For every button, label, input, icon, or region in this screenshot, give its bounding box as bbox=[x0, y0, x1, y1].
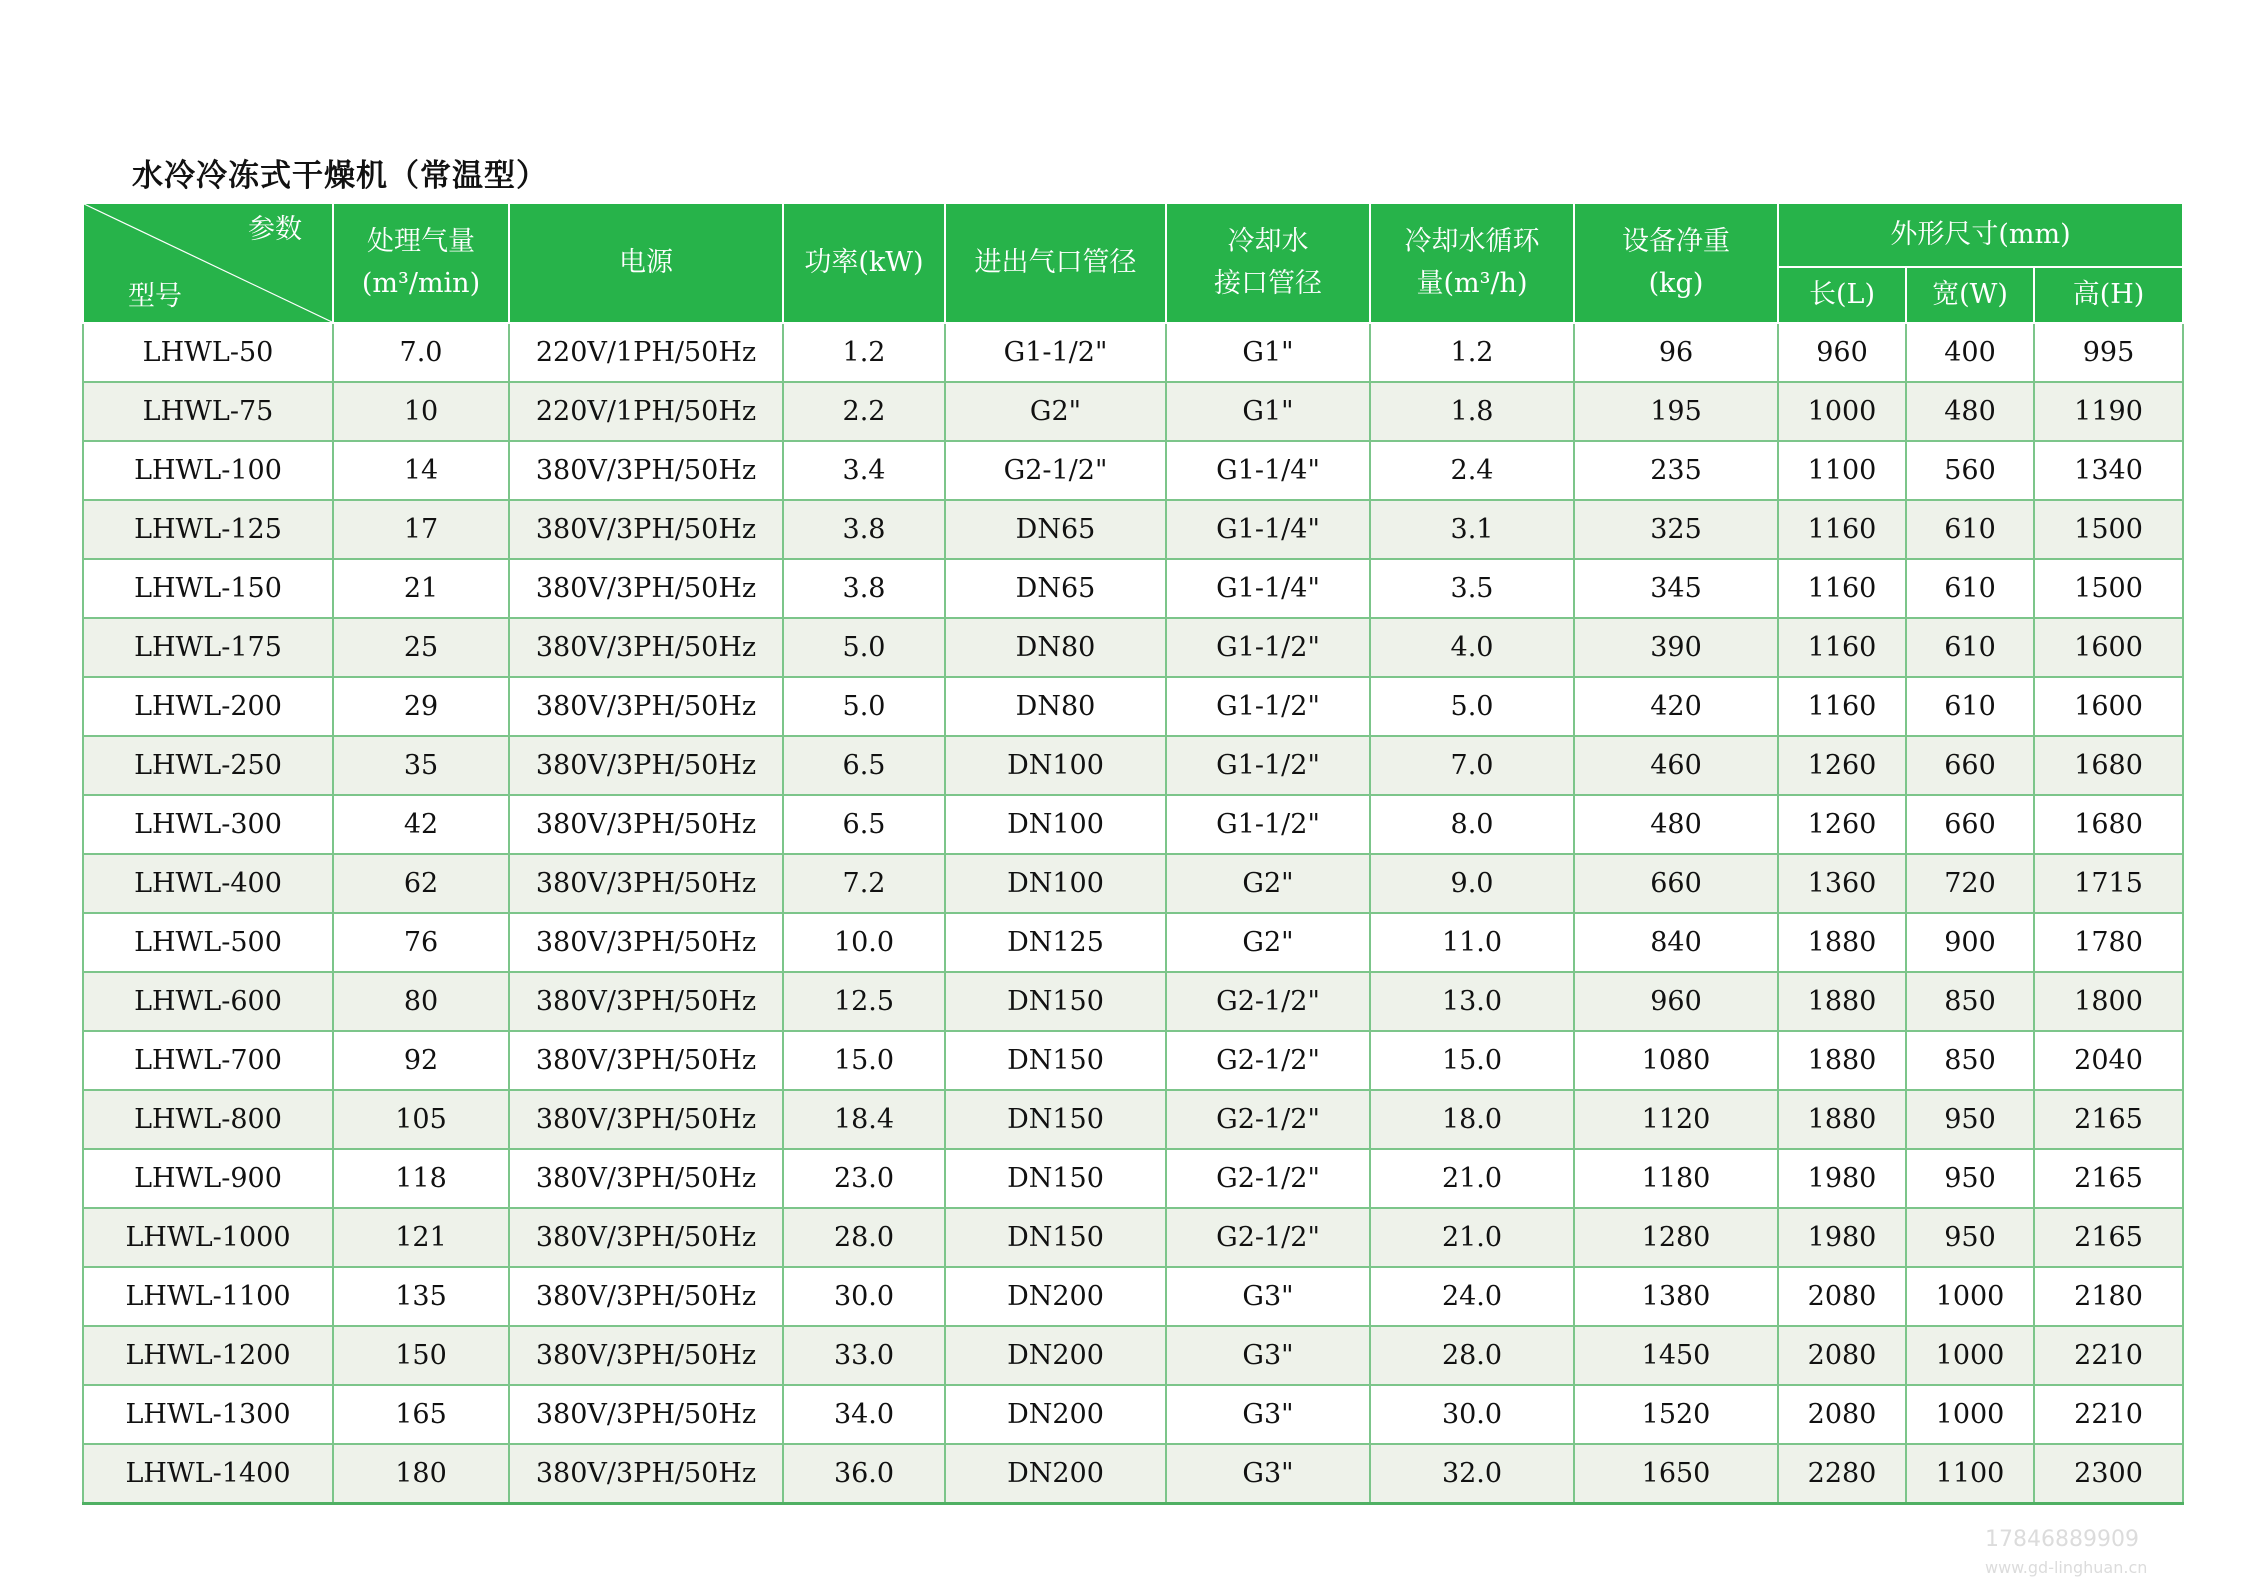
cell-width: 950 bbox=[1906, 1149, 2034, 1208]
cell-power-supply: 380V/3PH/50Hz bbox=[509, 559, 783, 618]
table-row bbox=[83, 1444, 2183, 1504]
cell-flow: 180 bbox=[333, 1444, 509, 1504]
cell-height: 2210 bbox=[2034, 1326, 2183, 1385]
cell-water-flow: 15.0 bbox=[1370, 1031, 1574, 1090]
cell-width: 1000 bbox=[1906, 1385, 2034, 1444]
cell-air-pipe: DN150 bbox=[945, 972, 1166, 1031]
cell-width: 560 bbox=[1906, 441, 2034, 500]
cell-weight: 345 bbox=[1574, 559, 1778, 618]
cell-width: 610 bbox=[1906, 500, 2034, 559]
header-flow: 处理气量 (m³/min) bbox=[333, 203, 509, 323]
cell-width: 900 bbox=[1906, 913, 2034, 972]
cell-model: LHWL-50 bbox=[83, 323, 333, 382]
cell-height: 1190 bbox=[2034, 382, 2183, 441]
cell-water-flow: 1.8 bbox=[1370, 382, 1574, 441]
cell-model: LHWL-125 bbox=[83, 500, 333, 559]
cell-height: 1340 bbox=[2034, 441, 2183, 500]
cell-air-pipe: DN100 bbox=[945, 736, 1166, 795]
cell-air-pipe: DN80 bbox=[945, 677, 1166, 736]
cell-air-pipe: DN80 bbox=[945, 618, 1166, 677]
table-row bbox=[83, 618, 2183, 677]
cell-height: 1600 bbox=[2034, 677, 2183, 736]
cell-length: 1160 bbox=[1778, 500, 1906, 559]
cell-height: 1680 bbox=[2034, 795, 2183, 854]
cell-length: 1100 bbox=[1778, 441, 1906, 500]
cell-weight: 1080 bbox=[1574, 1031, 1778, 1090]
cell-power: 5.0 bbox=[783, 677, 945, 736]
cell-water-pipe: G1" bbox=[1166, 382, 1370, 441]
cell-power-supply: 380V/3PH/50Hz bbox=[509, 1149, 783, 1208]
cell-height: 2165 bbox=[2034, 1149, 2183, 1208]
cell-water-pipe: G1-1/4" bbox=[1166, 559, 1370, 618]
cell-width: 850 bbox=[1906, 972, 2034, 1031]
cell-model: LHWL-1000 bbox=[83, 1208, 333, 1267]
header-params: 参数 bbox=[248, 214, 302, 245]
cell-power-supply: 220V/1PH/50Hz bbox=[509, 323, 783, 382]
cell-power-supply: 220V/1PH/50Hz bbox=[509, 382, 783, 441]
cell-width: 850 bbox=[1906, 1031, 2034, 1090]
table-row bbox=[83, 854, 2183, 913]
cell-water-flow: 13.0 bbox=[1370, 972, 1574, 1031]
cell-power: 33.0 bbox=[783, 1326, 945, 1385]
cell-power: 15.0 bbox=[783, 1031, 945, 1090]
table-row bbox=[83, 972, 2183, 1031]
cell-model: LHWL-1100 bbox=[83, 1267, 333, 1326]
cell-length: 2080 bbox=[1778, 1267, 1906, 1326]
cell-width: 660 bbox=[1906, 736, 2034, 795]
cell-water-flow: 8.0 bbox=[1370, 795, 1574, 854]
cell-power: 1.2 bbox=[783, 323, 945, 382]
cell-model: LHWL-1200 bbox=[83, 1326, 333, 1385]
cell-weight: 1650 bbox=[1574, 1444, 1778, 1504]
cell-air-pipe: DN150 bbox=[945, 1149, 1166, 1208]
header-water-pipe: 冷却水 接口管径 bbox=[1166, 203, 1370, 323]
cell-weight: 460 bbox=[1574, 736, 1778, 795]
cell-water-flow: 9.0 bbox=[1370, 854, 1574, 913]
cell-height: 1680 bbox=[2034, 736, 2183, 795]
cell-flow: 17 bbox=[333, 500, 509, 559]
cell-power-supply: 380V/3PH/50Hz bbox=[509, 913, 783, 972]
cell-height: 1780 bbox=[2034, 913, 2183, 972]
cell-model: LHWL-1400 bbox=[83, 1444, 333, 1504]
cell-length: 1880 bbox=[1778, 913, 1906, 972]
cell-weight: 325 bbox=[1574, 500, 1778, 559]
cell-weight: 195 bbox=[1574, 382, 1778, 441]
cell-water-flow: 7.0 bbox=[1370, 736, 1574, 795]
cell-water-pipe: G1-1/4" bbox=[1166, 500, 1370, 559]
cell-weight: 840 bbox=[1574, 913, 1778, 972]
watermark bbox=[1985, 1526, 2147, 1582]
cell-width: 660 bbox=[1906, 795, 2034, 854]
cell-water-flow: 24.0 bbox=[1370, 1267, 1574, 1326]
cell-water-pipe: G2" bbox=[1166, 913, 1370, 972]
document-title: 水冷冷冻式干燥机（常温型） bbox=[132, 158, 548, 194]
table-header bbox=[83, 203, 2183, 323]
cell-width: 480 bbox=[1906, 382, 2034, 441]
cell-power: 34.0 bbox=[783, 1385, 945, 1444]
cell-weight: 235 bbox=[1574, 441, 1778, 500]
cell-length: 1260 bbox=[1778, 795, 1906, 854]
table-row bbox=[83, 1326, 2183, 1385]
cell-weight: 480 bbox=[1574, 795, 1778, 854]
cell-weight: 960 bbox=[1574, 972, 1778, 1031]
watermark-phone: 17846889909 bbox=[1985, 1527, 2139, 1552]
cell-power: 36.0 bbox=[783, 1444, 945, 1504]
cell-air-pipe: G2" bbox=[945, 382, 1166, 441]
cell-water-pipe: G2-1/2" bbox=[1166, 1031, 1370, 1090]
cell-water-flow: 1.2 bbox=[1370, 323, 1574, 382]
cell-water-pipe: G3" bbox=[1166, 1385, 1370, 1444]
cell-height: 2165 bbox=[2034, 1090, 2183, 1149]
cell-length: 1260 bbox=[1778, 736, 1906, 795]
table-row bbox=[83, 1031, 2183, 1090]
cell-water-pipe: G2-1/2" bbox=[1166, 972, 1370, 1031]
cell-air-pipe: DN150 bbox=[945, 1090, 1166, 1149]
cell-flow: 25 bbox=[333, 618, 509, 677]
cell-flow: 21 bbox=[333, 559, 509, 618]
cell-water-flow: 4.0 bbox=[1370, 618, 1574, 677]
cell-weight: 1280 bbox=[1574, 1208, 1778, 1267]
table-row bbox=[83, 1267, 2183, 1326]
cell-length: 1160 bbox=[1778, 618, 1906, 677]
cell-power-supply: 380V/3PH/50Hz bbox=[509, 1208, 783, 1267]
cell-height: 1600 bbox=[2034, 618, 2183, 677]
cell-length: 1880 bbox=[1778, 1031, 1906, 1090]
cell-air-pipe: DN100 bbox=[945, 854, 1166, 913]
table-row bbox=[83, 559, 2183, 618]
cell-power: 30.0 bbox=[783, 1267, 945, 1326]
cell-water-pipe: G2" bbox=[1166, 854, 1370, 913]
cell-power-supply: 380V/3PH/50Hz bbox=[509, 1090, 783, 1149]
cell-model: LHWL-250 bbox=[83, 736, 333, 795]
header-power-supply: 电源 bbox=[509, 203, 783, 323]
cell-height: 1715 bbox=[2034, 854, 2183, 913]
cell-power: 6.5 bbox=[783, 795, 945, 854]
cell-weight: 1180 bbox=[1574, 1149, 1778, 1208]
cell-water-pipe: G3" bbox=[1166, 1326, 1370, 1385]
cell-water-pipe: G3" bbox=[1166, 1267, 1370, 1326]
table-row bbox=[83, 500, 2183, 559]
table-row bbox=[83, 382, 2183, 441]
cell-power-supply: 380V/3PH/50Hz bbox=[509, 795, 783, 854]
cell-width: 400 bbox=[1906, 323, 2034, 382]
cell-height: 2210 bbox=[2034, 1385, 2183, 1444]
cell-height: 2165 bbox=[2034, 1208, 2183, 1267]
cell-power-supply: 380V/3PH/50Hz bbox=[509, 1267, 783, 1326]
cell-water-flow: 11.0 bbox=[1370, 913, 1574, 972]
cell-weight: 660 bbox=[1574, 854, 1778, 913]
table-row bbox=[83, 913, 2183, 972]
cell-power: 10.0 bbox=[783, 913, 945, 972]
cell-flow: 121 bbox=[333, 1208, 509, 1267]
cell-air-pipe: DN65 bbox=[945, 500, 1166, 559]
cell-width: 950 bbox=[1906, 1208, 2034, 1267]
cell-weight: 96 bbox=[1574, 323, 1778, 382]
table-row bbox=[83, 677, 2183, 736]
header-water-flow: 冷却水循环 量(m³/h) bbox=[1370, 203, 1574, 323]
cell-model: LHWL-900 bbox=[83, 1149, 333, 1208]
cell-model: LHWL-175 bbox=[83, 618, 333, 677]
cell-water-flow: 30.0 bbox=[1370, 1385, 1574, 1444]
cell-air-pipe: DN125 bbox=[945, 913, 1166, 972]
cell-water-flow: 2.4 bbox=[1370, 441, 1574, 500]
cell-water-pipe: G1-1/4" bbox=[1166, 441, 1370, 500]
cell-flow: 135 bbox=[333, 1267, 509, 1326]
cell-weight: 1380 bbox=[1574, 1267, 1778, 1326]
cell-flow: 35 bbox=[333, 736, 509, 795]
cell-flow: 14 bbox=[333, 441, 509, 500]
cell-water-pipe: G1-1/2" bbox=[1166, 677, 1370, 736]
diagonal-header-cell bbox=[83, 203, 333, 323]
cell-model: LHWL-75 bbox=[83, 382, 333, 441]
table-row bbox=[83, 795, 2183, 854]
cell-power: 5.0 bbox=[783, 618, 945, 677]
header-dimensions: 外形尺寸(mm) bbox=[1778, 203, 2183, 267]
cell-water-flow: 3.5 bbox=[1370, 559, 1574, 618]
cell-weight: 390 bbox=[1574, 618, 1778, 677]
cell-water-flow: 3.1 bbox=[1370, 500, 1574, 559]
cell-flow: 76 bbox=[333, 913, 509, 972]
cell-power: 3.8 bbox=[783, 500, 945, 559]
table-row bbox=[83, 736, 2183, 795]
cell-water-pipe: G2-1/2" bbox=[1166, 1090, 1370, 1149]
cell-water-flow: 18.0 bbox=[1370, 1090, 1574, 1149]
cell-water-pipe: G2-1/2" bbox=[1166, 1208, 1370, 1267]
table-row bbox=[83, 1149, 2183, 1208]
cell-height: 2300 bbox=[2034, 1444, 2183, 1504]
cell-model: LHWL-700 bbox=[83, 1031, 333, 1090]
cell-flow: 105 bbox=[333, 1090, 509, 1149]
cell-width: 610 bbox=[1906, 677, 2034, 736]
table-row bbox=[83, 1385, 2183, 1444]
cell-air-pipe: DN100 bbox=[945, 795, 1166, 854]
header-model: 型号 bbox=[128, 281, 182, 312]
cell-power: 23.0 bbox=[783, 1149, 945, 1208]
table-body bbox=[83, 323, 2183, 1504]
cell-air-pipe: G2-1/2" bbox=[945, 441, 1166, 500]
cell-air-pipe: DN200 bbox=[945, 1326, 1166, 1385]
cell-length: 2080 bbox=[1778, 1326, 1906, 1385]
header-length: 长(L) bbox=[1778, 267, 1906, 323]
cell-model: LHWL-600 bbox=[83, 972, 333, 1031]
cell-air-pipe: DN200 bbox=[945, 1385, 1166, 1444]
cell-weight: 420 bbox=[1574, 677, 1778, 736]
cell-water-pipe: G3" bbox=[1166, 1444, 1370, 1504]
cell-weight: 1450 bbox=[1574, 1326, 1778, 1385]
cell-air-pipe: G1-1/2" bbox=[945, 323, 1166, 382]
cell-length: 1000 bbox=[1778, 382, 1906, 441]
cell-width: 950 bbox=[1906, 1090, 2034, 1149]
cell-power: 12.5 bbox=[783, 972, 945, 1031]
watermark-url: www.gd-linghuan.cn bbox=[1985, 1558, 2148, 1577]
cell-power-supply: 380V/3PH/50Hz bbox=[509, 972, 783, 1031]
cell-water-flow: 5.0 bbox=[1370, 677, 1574, 736]
cell-power: 18.4 bbox=[783, 1090, 945, 1149]
cell-flow: 118 bbox=[333, 1149, 509, 1208]
cell-power-supply: 380V/3PH/50Hz bbox=[509, 1326, 783, 1385]
table-row bbox=[83, 323, 2183, 382]
cell-power-supply: 380V/3PH/50Hz bbox=[509, 441, 783, 500]
cell-power-supply: 380V/3PH/50Hz bbox=[509, 1031, 783, 1090]
cell-water-pipe: G1" bbox=[1166, 323, 1370, 382]
cell-model: LHWL-200 bbox=[83, 677, 333, 736]
cell-power-supply: 380V/3PH/50Hz bbox=[509, 618, 783, 677]
cell-model: LHWL-800 bbox=[83, 1090, 333, 1149]
cell-power-supply: 380V/3PH/50Hz bbox=[509, 854, 783, 913]
cell-length: 2080 bbox=[1778, 1385, 1906, 1444]
cell-flow: 150 bbox=[333, 1326, 509, 1385]
cell-flow: 29 bbox=[333, 677, 509, 736]
cell-width: 720 bbox=[1906, 854, 2034, 913]
cell-power: 6.5 bbox=[783, 736, 945, 795]
cell-water-pipe: G1-1/2" bbox=[1166, 618, 1370, 677]
cell-air-pipe: DN65 bbox=[945, 559, 1166, 618]
cell-model: LHWL-100 bbox=[83, 441, 333, 500]
cell-width: 1000 bbox=[1906, 1326, 2034, 1385]
cell-weight: 1120 bbox=[1574, 1090, 1778, 1149]
cell-height: 995 bbox=[2034, 323, 2183, 382]
cell-power-supply: 380V/3PH/50Hz bbox=[509, 736, 783, 795]
table-row bbox=[83, 1208, 2183, 1267]
cell-length: 1160 bbox=[1778, 559, 1906, 618]
cell-power-supply: 380V/3PH/50Hz bbox=[509, 1444, 783, 1504]
cell-length: 1980 bbox=[1778, 1208, 1906, 1267]
cell-height: 2040 bbox=[2034, 1031, 2183, 1090]
cell-flow: 42 bbox=[333, 795, 509, 854]
cell-model: LHWL-400 bbox=[83, 854, 333, 913]
cell-height: 1500 bbox=[2034, 559, 2183, 618]
cell-height: 2180 bbox=[2034, 1267, 2183, 1326]
cell-model: LHWL-300 bbox=[83, 795, 333, 854]
cell-water-pipe: G2-1/2" bbox=[1166, 1149, 1370, 1208]
cell-power-supply: 380V/3PH/50Hz bbox=[509, 500, 783, 559]
cell-width: 1000 bbox=[1906, 1267, 2034, 1326]
header-width: 宽(W) bbox=[1906, 267, 2034, 323]
cell-model: LHWL-1300 bbox=[83, 1385, 333, 1444]
cell-model: LHWL-150 bbox=[83, 559, 333, 618]
cell-length: 1360 bbox=[1778, 854, 1906, 913]
cell-air-pipe: DN150 bbox=[945, 1031, 1166, 1090]
table-row bbox=[83, 441, 2183, 500]
cell-air-pipe: DN200 bbox=[945, 1444, 1166, 1504]
cell-flow: 62 bbox=[333, 854, 509, 913]
header-weight: 设备净重 (kg) bbox=[1574, 203, 1778, 323]
cell-width: 1100 bbox=[1906, 1444, 2034, 1504]
cell-flow: 92 bbox=[333, 1031, 509, 1090]
cell-power: 3.4 bbox=[783, 441, 945, 500]
cell-water-flow: 32.0 bbox=[1370, 1444, 1574, 1504]
cell-length: 1160 bbox=[1778, 677, 1906, 736]
cell-width: 610 bbox=[1906, 559, 2034, 618]
cell-water-pipe: G1-1/2" bbox=[1166, 795, 1370, 854]
cell-power: 3.8 bbox=[783, 559, 945, 618]
cell-flow: 7.0 bbox=[333, 323, 509, 382]
cell-length: 960 bbox=[1778, 323, 1906, 382]
cell-air-pipe: DN200 bbox=[945, 1267, 1166, 1326]
cell-length: 2280 bbox=[1778, 1444, 1906, 1504]
cell-weight: 1520 bbox=[1574, 1385, 1778, 1444]
cell-width: 610 bbox=[1906, 618, 2034, 677]
cell-power: 2.2 bbox=[783, 382, 945, 441]
spec-table bbox=[82, 202, 2184, 1505]
cell-power-supply: 380V/3PH/50Hz bbox=[509, 677, 783, 736]
cell-model: LHWL-500 bbox=[83, 913, 333, 972]
cell-length: 1880 bbox=[1778, 1090, 1906, 1149]
cell-length: 1980 bbox=[1778, 1149, 1906, 1208]
cell-height: 1800 bbox=[2034, 972, 2183, 1031]
cell-air-pipe: DN150 bbox=[945, 1208, 1166, 1267]
table-row bbox=[83, 1090, 2183, 1149]
cell-flow: 10 bbox=[333, 382, 509, 441]
header-height: 高(H) bbox=[2034, 267, 2183, 323]
cell-height: 1500 bbox=[2034, 500, 2183, 559]
cell-water-flow: 28.0 bbox=[1370, 1326, 1574, 1385]
cell-power: 28.0 bbox=[783, 1208, 945, 1267]
cell-power: 7.2 bbox=[783, 854, 945, 913]
cell-water-flow: 21.0 bbox=[1370, 1149, 1574, 1208]
header-power: 功率(kW) bbox=[783, 203, 945, 323]
cell-power-supply: 380V/3PH/50Hz bbox=[509, 1385, 783, 1444]
cell-length: 1880 bbox=[1778, 972, 1906, 1031]
cell-water-flow: 21.0 bbox=[1370, 1208, 1574, 1267]
cell-flow: 165 bbox=[333, 1385, 509, 1444]
cell-water-pipe: G1-1/2" bbox=[1166, 736, 1370, 795]
header-air-pipe: 进出气口管径 bbox=[945, 203, 1166, 323]
cell-flow: 80 bbox=[333, 972, 509, 1031]
